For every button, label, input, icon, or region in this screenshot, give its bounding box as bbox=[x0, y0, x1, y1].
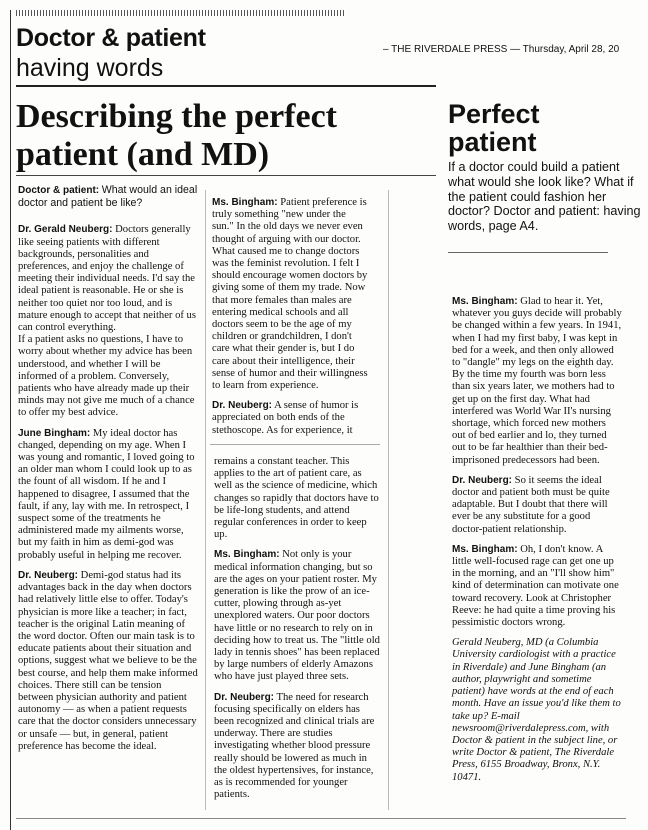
article-column-b-bottom bbox=[214, 456, 382, 809]
paragraph-text: My ideal doctor has changed, depending on my age. When I was young and romantic, I loved going to an older man whom I could look up to as the fount of all wisdom. If he and I happened to disagree, I assumed that the fault, if any, lay with me. In retrospect, I suspect some of the treatments he administered made my ailments worse, but my faith in him as demi-god was probably useful in helping me recover. bbox=[18, 427, 195, 561]
paragraph-text: What would an ideal doctor and patient be like? bbox=[18, 184, 198, 210]
column-title: Doctor & patient bbox=[16, 24, 206, 52]
paragraph-text: If a patient asks no questions, I have to worry about whether my advice has been understood, and whether I will be informed of a problem. Conversely, patients who have already made up their minds may not give me much of a chance to offer my best advice. bbox=[18, 334, 195, 419]
paragraph bbox=[212, 197, 370, 392]
page-bottom-rule bbox=[16, 818, 626, 819]
speaker-label: Ms. Bingham: bbox=[452, 296, 518, 307]
article-column-a bbox=[18, 184, 198, 761]
paragraph-text: Not only is your medical information changing, but so are the ages on your patient roster. My generation is like the prow of an ice-cutter, plowing through as-yet unexplored waters. Our poor doctors have little or no research to rely on in deciding how to treat us. The "little old lady in tennis shoes" has been replaced by large numbers of elderly Amazons who have just played three sets. bbox=[214, 549, 380, 683]
paragraph-text: remains a constant teacher. This applies to the art of patient care, as well as the science of medicine, which changes so rapidly that doctors have to be life-long students, and attend regular conferences in order to keep up. bbox=[214, 456, 379, 541]
article-column-b-top bbox=[212, 197, 370, 445]
speaker-label: Ms. Bingham: bbox=[212, 197, 278, 208]
perfect-patient-title-line2: patient bbox=[448, 127, 537, 157]
paragraph bbox=[18, 570, 198, 753]
paragraph bbox=[214, 549, 382, 683]
speaker-label: Dr. Gerald Neuberg: bbox=[18, 224, 113, 236]
paragraph bbox=[214, 456, 382, 541]
paragraph bbox=[452, 296, 622, 467]
left-margin-rule bbox=[10, 10, 11, 830]
article-headline: Describing the perfect patient (and MD) bbox=[16, 98, 338, 173]
paragraph-text: The need for research focusing specifically on elders has been recognized and clinical trials are underway. There are studies investigating whether blood pressure really should be lowered as much in the oldest hypertensives, for instance, as is recommended for younger patients. bbox=[214, 691, 375, 801]
speaker-label: Dr. Neuberg: bbox=[214, 691, 275, 703]
header-rule bbox=[16, 85, 436, 87]
paragraph-text: Doctors generally like seeing patients with different backgrounds, personalities and preferences, and enjoy the challenge of meeting their individual needs. I'd say the ideal patient is reasonable. He or she is neither too quiet nor too loud, and is mature enough to accept that neither of us can control everything. bbox=[18, 224, 196, 334]
article-column-c bbox=[452, 296, 622, 792]
perfect-patient-teaser: If a doctor could build a patient what would she look like? What if the patient could fashion her doctor? Doctor and patient: having words, page A4. bbox=[448, 160, 641, 234]
paragraph-text: Glad to hear it. Yet, whatever you guys decide will probably be changed within a few years. In 1941, when I had my first baby, I was kept in bed for a week, and then only allowed to "dangle" my legs on the eighth day. By the time my fourth was born less than six years later, we mothers had to get up on the first day. What had interfered was World War II's nursing shortage, which forced new mothers out of bed earlier and lo, they turned out to be far healthier than their bed-imprisoned predecessors had been. bbox=[452, 296, 622, 466]
paragraph bbox=[214, 692, 382, 802]
paragraph bbox=[212, 400, 370, 437]
newspaper-masthead: – THE RIVERDALE PRESS — Thursday, April 28, 20 bbox=[383, 44, 620, 55]
speaker-label: Dr. Neuberg: bbox=[18, 569, 79, 581]
paragraph-text: Patient preference is truly something "new under the sun." In the old days we never even thought of arguing with our doctor. What caused me to change doctors was the feminist revolution. I felt I should encourage women doctors by giving some of them my trade. Now that more females than males are entering medical schools and all doctors seem to be the age of my children or grandchildren, I don't care what their gender is, but I do care about their intelligence, their sense of humor and their willingness to learn from experience. bbox=[212, 197, 368, 392]
perfect-patient-title-line1: Perfect bbox=[448, 99, 540, 129]
headline-rule bbox=[16, 175, 436, 176]
paragraph bbox=[18, 428, 198, 562]
paragraph bbox=[452, 544, 622, 629]
speaker-label: Dr. Neuberg: bbox=[452, 474, 513, 486]
column-divider-2 bbox=[388, 190, 389, 810]
teaser-rule bbox=[448, 252, 608, 253]
column-header-hatch bbox=[16, 10, 346, 16]
perfect-patient-title bbox=[448, 100, 540, 156]
paragraph bbox=[18, 184, 198, 210]
paragraph-text: A sense of humor is appreciated on both ends of the stethoscope. As for experience, it bbox=[212, 400, 359, 436]
speaker-label: Ms. Bingham: bbox=[214, 549, 280, 561]
paragraph-text: Demi-god status had its advantages back in the day when doctors had relatively little else to offer. Today's physician is more like a teacher; in fact, teacher is the original Latin meaning of the word doctor. Often our main task is to educate patients about their situation and options, suggest what we believe to be the best course, and help them make informed choices. There still can be tension between physician authority and patient autonomy — as when a patient requests care that the doctor considers unnecessary or unsafe — but, in general, patient preference has become the ideal. bbox=[18, 569, 198, 752]
paragraph bbox=[18, 224, 198, 334]
paragraph-text: So it seems the ideal doctor and patient both must be quite adaptable. But I doubt that there will ever be any substitute for a good doctor-patient relationship. bbox=[452, 474, 610, 535]
paragraph-text: Oh, I don't know. A little well-focused rage can get one up in the morning, and an "I'll show him" kind of determination can motivate one toward recovery. Look at Christopher Reeve: he had quite a time proving his pessimistic doctors wrong. bbox=[452, 543, 619, 629]
speaker-label: Doctor & patient: bbox=[18, 185, 100, 196]
paragraph bbox=[18, 334, 198, 419]
speaker-label: Dr. Neuberg: bbox=[212, 400, 273, 412]
paragraph bbox=[452, 475, 622, 536]
speaker-label: Ms. Bingham: bbox=[452, 543, 518, 555]
column-subtitle: having words bbox=[16, 54, 164, 82]
column-divider-1 bbox=[205, 190, 206, 810]
author-signature: Gerald Neuberg, MD (a Columbia University cardiologist with a practice in Riverdale) and June Bingham (an author, playwright and sometime patient) have words at the end of each month. Have an issue you'd like them to take up? E-mail newsroom@riverdalepress.com, with Doctor & patient in the subject line, or write Doctor & patient, The Riverdale Press, 6155 Broadway, Bronx, N.Y. 10471. bbox=[452, 637, 621, 783]
speaker-label: June Bingham: bbox=[18, 427, 91, 439]
